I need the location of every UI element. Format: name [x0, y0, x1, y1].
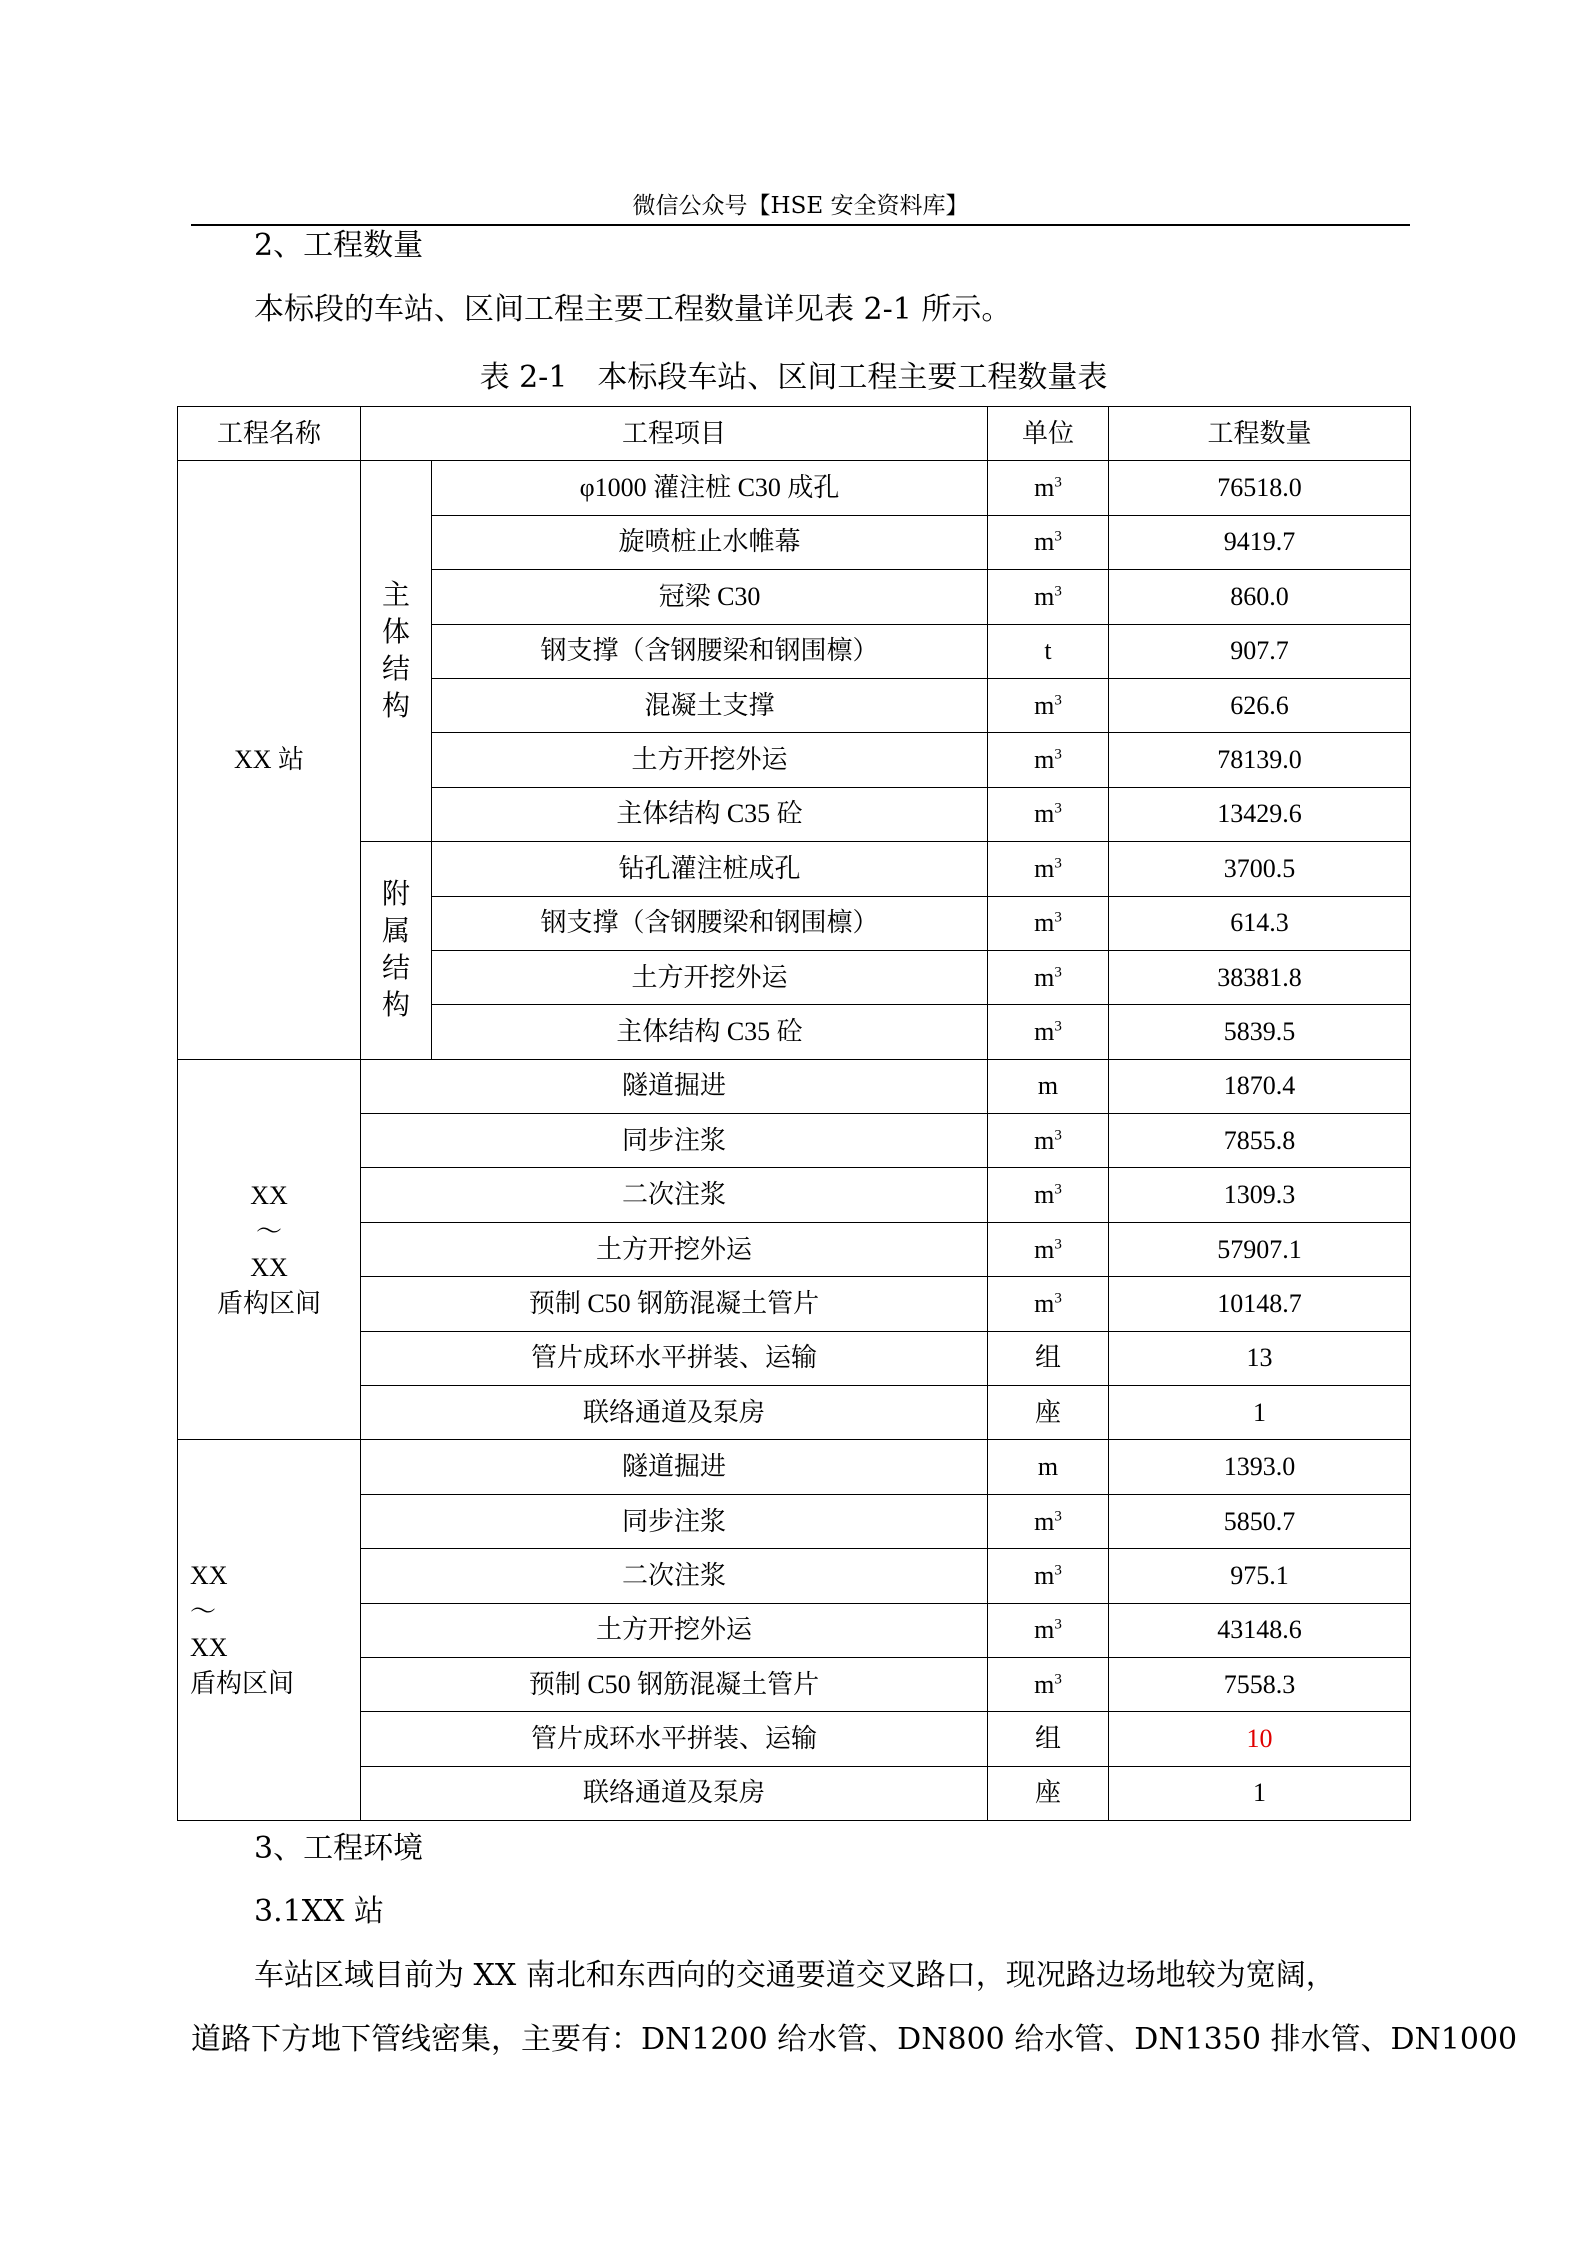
item-cell: 钢支撑（含钢腰梁和钢围檩） [432, 896, 988, 950]
unit-text: m [1034, 1016, 1055, 1046]
quantity-cell: 57907.1 [1109, 1222, 1411, 1276]
unit-exponent: 3 [1054, 691, 1062, 708]
structure-label-char: 构 [381, 990, 410, 1022]
section-name-line: XX [250, 1252, 288, 1282]
subheading-station: 3.1XX 站 [254, 1894, 384, 1929]
item-cell: 二次注浆 [361, 1168, 988, 1222]
item-cell: 管片成环水平拼装、运输 [361, 1331, 988, 1385]
structure-label-char: 属 [381, 916, 410, 948]
unit-cell [988, 1657, 1109, 1711]
quantity-cell: 78139.0 [1109, 733, 1411, 787]
unit-cell [988, 842, 1109, 896]
unit-cell [988, 1168, 1109, 1222]
body-paragraph-line-2: 道路下方地下管线密集，主要有：DN1200 给水管、DN800 给水管、DN1350 排水管、DN1000 [191, 2022, 1518, 2057]
structure-label [361, 842, 432, 1060]
unit-text: m [1034, 799, 1055, 829]
quantity-cell: 13429.6 [1109, 787, 1411, 841]
unit-exponent: 3 [1054, 909, 1062, 926]
quantity-cell: 10148.7 [1109, 1277, 1411, 1331]
section-name-line: XX [190, 1633, 228, 1663]
heading-quantity: 2、工程数量 [254, 228, 424, 263]
header-name: 工程名称 [178, 407, 361, 461]
table-row [178, 1386, 1411, 1440]
quantity-cell: 975.1 [1109, 1549, 1411, 1603]
header-qty: 工程数量 [1109, 407, 1411, 461]
quantity-cell: 7558.3 [1109, 1657, 1411, 1711]
header-item: 工程项目 [361, 407, 988, 461]
unit-text: m [1034, 1125, 1055, 1155]
item-cell: 管片成环水平拼装、运输 [361, 1712, 988, 1766]
body-paragraph-line-1: 车站区域目前为 XX 南北和东西向的交通要道交叉路口，现况路边场地较为宽阔， [254, 1958, 1336, 1993]
unit-text: m [1037, 1071, 1059, 1101]
unit-exponent: 3 [1054, 583, 1062, 600]
unit-exponent: 3 [1054, 963, 1062, 980]
section-name-line: XX [250, 1180, 288, 1210]
unit-text: m [1034, 1560, 1055, 1590]
quantity-cell: 7855.8 [1109, 1114, 1411, 1168]
unit-cell [988, 733, 1109, 787]
unit-exponent: 3 [1054, 855, 1062, 872]
item-cell: 主体结构 C35 砼 [432, 1005, 988, 1059]
table-row [178, 1331, 1411, 1385]
item-cell: 土方开挖外运 [432, 950, 988, 1004]
table-row [178, 1059, 1411, 1113]
unit-exponent: 3 [1054, 1562, 1062, 1579]
unit-cell [988, 461, 1109, 515]
table-row [178, 1657, 1411, 1711]
section-name [178, 1440, 361, 1821]
unit-cell [988, 787, 1109, 841]
item-cell: 主体结构 C35 砼 [432, 787, 988, 841]
unit-cell [988, 950, 1109, 1004]
unit-exponent: 3 [1054, 746, 1062, 763]
quantity-cell: 9419.7 [1109, 515, 1411, 569]
unit-cell [988, 1277, 1109, 1331]
unit-exponent: 3 [1054, 474, 1062, 491]
unit-cell [988, 1059, 1109, 1113]
section-name-line: 盾构区间 [190, 1669, 295, 1699]
unit-text: m [1034, 745, 1055, 775]
structure-label [361, 461, 432, 842]
section-name-line: ～ [190, 1597, 217, 1627]
table-row [178, 1712, 1411, 1766]
unit-cell [988, 570, 1109, 624]
quantity-cell: 13 [1109, 1331, 1411, 1385]
item-cell: 冠梁 C30 [432, 570, 988, 624]
station-name: XX 站 [178, 461, 361, 1059]
item-cell: 土方开挖外运 [432, 733, 988, 787]
page-header: 微信公众号【HSE 安全资料库】 [191, 188, 1410, 226]
item-cell: 旋喷桩止水帷幕 [432, 515, 988, 569]
unit-text: 座 [1035, 1397, 1062, 1427]
unit-text: m [1034, 908, 1055, 938]
quantity-cell: 1393.0 [1109, 1440, 1411, 1494]
heading-environment: 3、工程环境 [254, 1831, 424, 1866]
item-cell: 联络通道及泵房 [361, 1766, 988, 1820]
section-name-line: 盾构区间 [216, 1288, 321, 1318]
item-cell: 预制 C50 钢筋混凝土管片 [361, 1277, 988, 1331]
quantity-cell: 1 [1109, 1766, 1411, 1820]
table-row [178, 461, 1411, 515]
item-cell: 隧道掘进 [361, 1440, 988, 1494]
quantity-cell: 38381.8 [1109, 950, 1411, 1004]
item-cell: 联络通道及泵房 [361, 1386, 988, 1440]
unit-text: m [1034, 527, 1055, 557]
quantity-cell: 76518.0 [1109, 461, 1411, 515]
unit-exponent: 3 [1054, 1616, 1062, 1633]
unit-cell [988, 624, 1109, 678]
unit-cell [988, 1331, 1109, 1385]
item-cell: 同步注浆 [361, 1114, 988, 1168]
quantity-cell: 5850.7 [1109, 1494, 1411, 1548]
item-cell: 二次注浆 [361, 1549, 988, 1603]
unit-exponent: 3 [1054, 1507, 1062, 1524]
unit-text: m [1034, 1288, 1055, 1318]
table-caption: 表 2-1 本标段车站、区间工程主要工程数量表 [479, 360, 1108, 395]
unit-exponent: 3 [1054, 1127, 1062, 1144]
quantity-cell: 3700.5 [1109, 842, 1411, 896]
quantity-cell: 1309.3 [1109, 1168, 1411, 1222]
unit-text: m [1034, 473, 1055, 503]
structure-label-char: 附 [381, 879, 410, 911]
item-cell: 钻孔灌注桩成孔 [432, 842, 988, 896]
quantity-table [177, 406, 1411, 1821]
section-name-line: ～ [255, 1216, 282, 1246]
unit-text: m [1034, 1234, 1055, 1264]
quantity-cell: 614.3 [1109, 896, 1411, 950]
unit-exponent: 3 [1054, 800, 1062, 817]
unit-cell [988, 896, 1109, 950]
structure-label-char: 构 [381, 691, 410, 723]
table-row [178, 1168, 1411, 1222]
structure-label-char: 体 [381, 617, 410, 649]
item-cell: 土方开挖外运 [361, 1603, 988, 1657]
structure-label-char: 结 [381, 953, 410, 985]
unit-text: 组 [1035, 1724, 1062, 1754]
unit-cell [988, 1114, 1109, 1168]
item-cell: 混凝土支撑 [432, 678, 988, 732]
unit-text: m [1034, 581, 1055, 611]
unit-cell [988, 1766, 1109, 1820]
quantity-cell: 5839.5 [1109, 1005, 1411, 1059]
header-unit: 单位 [988, 407, 1109, 461]
table-row [178, 1222, 1411, 1276]
table-row [178, 1114, 1411, 1168]
table-row [178, 1549, 1411, 1603]
unit-exponent: 3 [1054, 1181, 1062, 1198]
unit-cell [988, 1603, 1109, 1657]
item-cell: 钢支撑（含钢腰梁和钢围檩） [432, 624, 988, 678]
unit-text: m [1034, 962, 1055, 992]
quantity-cell: 626.6 [1109, 678, 1411, 732]
unit-text: m [1034, 690, 1055, 720]
unit-cell [988, 1440, 1109, 1494]
table-row [178, 1277, 1411, 1331]
structure-label-char: 结 [381, 654, 410, 686]
unit-exponent: 3 [1054, 528, 1062, 545]
unit-text: m [1034, 1669, 1055, 1699]
table-row [178, 1766, 1411, 1820]
item-cell: 同步注浆 [361, 1494, 988, 1548]
unit-cell [988, 1386, 1109, 1440]
table-header-row [178, 407, 1411, 461]
table-row [178, 1440, 1411, 1494]
unit-cell [988, 1222, 1109, 1276]
table-row [178, 1494, 1411, 1548]
table-row [178, 842, 1411, 896]
section-name-line: XX [190, 1561, 228, 1591]
quantity-cell: 907.7 [1109, 624, 1411, 678]
unit-exponent: 3 [1054, 1235, 1062, 1252]
unit-text: t [1044, 636, 1052, 666]
quantity-cell: 860.0 [1109, 570, 1411, 624]
unit-cell [988, 515, 1109, 569]
intro-paragraph: 本标段的车站、区间工程主要工程数量详见表 2-1 所示。 [254, 292, 1012, 327]
unit-exponent: 3 [1054, 1290, 1062, 1307]
section-name [178, 1059, 361, 1440]
unit-cell [988, 678, 1109, 732]
quantity-cell: 43148.6 [1109, 1603, 1411, 1657]
unit-text: 组 [1035, 1343, 1062, 1373]
unit-text: m [1034, 1506, 1055, 1536]
table-row [178, 1603, 1411, 1657]
unit-cell [988, 1005, 1109, 1059]
item-cell: 土方开挖外运 [361, 1222, 988, 1276]
unit-text: m [1034, 1615, 1055, 1645]
item-cell: 隧道掘进 [361, 1059, 988, 1113]
quantity-cell: 1870.4 [1109, 1059, 1411, 1113]
unit-exponent: 3 [1054, 1671, 1062, 1688]
item-cell: φ1000 灌注桩 C30 成孔 [432, 461, 988, 515]
unit-text: m [1034, 853, 1055, 883]
unit-text: m [1037, 1452, 1059, 1482]
unit-exponent: 3 [1054, 1018, 1062, 1035]
unit-text: m [1034, 1180, 1055, 1210]
item-cell: 预制 C50 钢筋混凝土管片 [361, 1657, 988, 1711]
unit-cell [988, 1549, 1109, 1603]
unit-cell [988, 1494, 1109, 1548]
quantity-cell: 1 [1109, 1386, 1411, 1440]
quantity-cell: 10 [1109, 1712, 1411, 1766]
structure-label-char: 主 [381, 580, 410, 612]
unit-cell [988, 1712, 1109, 1766]
unit-text: 座 [1035, 1778, 1062, 1808]
